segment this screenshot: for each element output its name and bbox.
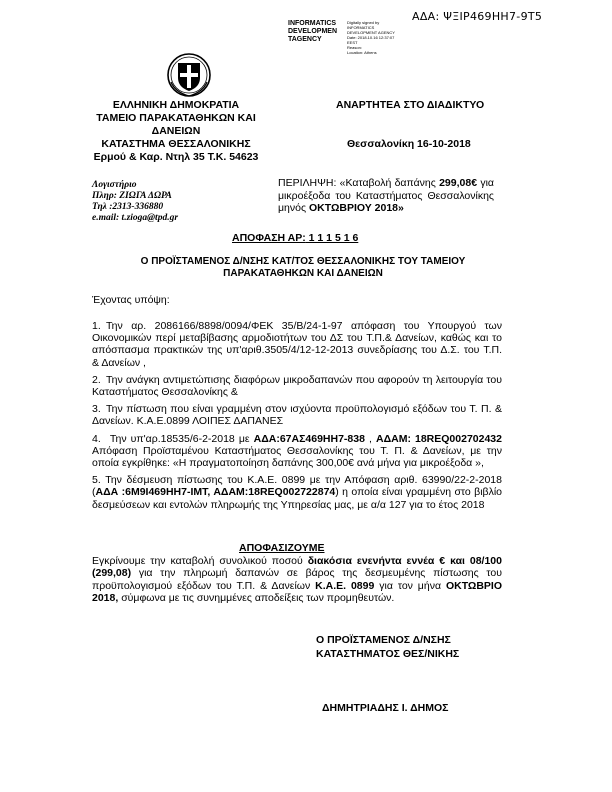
considering-heading: Έχοντας υπόψη: <box>92 294 170 306</box>
stamp-detail: Location: Athens <box>347 50 377 55</box>
stamp-line: DEVELOPMEN <box>288 28 338 35</box>
subject-amount: 299,08€ <box>439 177 478 189</box>
list-item <box>92 374 502 398</box>
header-address: Ερμού & Καρ. Ντηλ 35 Τ.Κ. 54623 <box>93 151 259 163</box>
stamp-line: TAGENCY <box>288 36 322 43</box>
approval-text: για τον μήνα <box>374 579 446 592</box>
approval-paragraph <box>92 555 502 605</box>
item-text: , <box>364 432 376 445</box>
item-text: Την πίστωση που είναι γραμμένη στον ισχύοντα προϋπολογισμό εξόδων του Τ. Π. & Δανείων. Κ.Α.Ε.0899 ΛΟΙΠΕΣ ΔΑΠΑΝΕΣ <box>92 403 502 428</box>
department-name: Λογιστήριο <box>92 180 137 190</box>
director-title-line: Ο ΠΡΟΪΣΤΑΜΕΝΟΣ Δ/ΝΣΗΣ ΚΑΤ/ΤΟΣ ΘΕΣΣΑΛΟΝΙΚΗΣ ΤΟΥ ΤΑΜΕΙΟΥ <box>140 256 466 267</box>
approval-month: ΟΚΤΩΒΡΙΟ 2018, <box>92 579 503 605</box>
header-branch: ΚΑΤΑΣΤΗΜΑ ΘΕΣΣΑΛΟΝΙΚΗΣ <box>101 138 251 150</box>
issuer-header <box>86 99 266 164</box>
header-organization: ΤΑΜΕΙΟ ΠΑΡΑΚΑΤΑΘΗΚΩΝ ΚΑΙ ΔΑΝΕΙΩΝ <box>96 112 256 137</box>
signatory-title-line: Ο ΠΡΟΪΣΤΑΜΕΝΟΣ Δ/ΝΣΗΣ <box>316 634 451 646</box>
department-info <box>92 180 178 224</box>
stamp-line: INFORMATICS <box>288 20 337 27</box>
decision-number <box>232 232 358 244</box>
signatory-title <box>316 634 459 661</box>
subject-summary <box>278 177 494 215</box>
decision-value: 1 1 1 5 1 6 <box>305 232 359 244</box>
item-text: ) η οποία είναι γραμμένη στο βιβλίο δεσμεύσεων και εντολών πληρωμής της Υπηρεσίας μας, με α/α 127 για το έτος 2018 <box>92 486 502 511</box>
greek-coat-of-arms-icon <box>166 52 212 98</box>
decision-label: ΑΠΟΦΑΣΗ ΑΡ: <box>232 232 306 244</box>
approval-text: για την πληρωμή δαπανών σε βάρος της δεσμευμένης πίστωσης του προϋπολογισμού εξόδων του Τ.Π. & Δανείων <box>92 567 502 592</box>
ada-code: ΑΔΑ: ΨΞΙΡ469ΗΗ7-9Τ5 <box>412 10 543 23</box>
digital-signature-stamp <box>288 20 337 44</box>
stamp-detail: Reason: <box>347 45 362 50</box>
signatory-name: ΔΗΜΗΤΡΙΑΔΗΣ Ι. ΔΗΜΟΣ <box>322 702 449 714</box>
city-date: Θεσσαλονίκη 16-10-2018 <box>347 138 471 150</box>
item-ada: ΑΔΑ:67ΑΣ469ΗΗ7-838 <box>253 432 365 445</box>
item-number: 4. <box>92 432 101 445</box>
director-title-line: ΠΑΡΑΚΑΤΑΘΗΚΩΝ ΚΑΙ ΔΑΝΕΙΩΝ <box>223 268 383 279</box>
list-item <box>92 403 502 427</box>
item-text: Την δέσμευση πίστωσης του Κ.Α.Ε. 0899 με την Απόφαση αριθ. 63990/22-2-2018 ( <box>92 474 502 499</box>
item-number: 1. <box>92 320 101 332</box>
director-title <box>104 256 502 280</box>
subject-middle: για μικροέξοδα του Καταστήματος Θεσσαλονίκης μηνός <box>278 177 494 214</box>
digital-signature-details <box>347 20 395 55</box>
list-item <box>92 474 502 511</box>
stamp-detail: EEST <box>347 40 358 45</box>
decide-heading: ΑΠΟΦΑΣΙΖΟΥΜΕ <box>239 542 325 554</box>
approval-text: σύμφωνα με τις συνημμένες αποδείξεις των προμηθευτών. <box>118 592 395 605</box>
header-country: ΕΛΛΗΝΙΚΗ ΔΗΜΟΚΡΑΤΙΑ <box>112 99 240 111</box>
stamp-detail: INFORMATICS <box>347 25 375 30</box>
list-item <box>92 433 502 470</box>
post-online-notice: ΑΝΑΡΤΗΤΕΑ ΣΤΟ ΔΙΑΔΙΚΤΥΟ <box>336 99 485 111</box>
list-item <box>92 320 502 369</box>
subject-prefix: ΠΕΡΙΛΗΨΗ: «Καταβολή δαπάνης <box>278 177 440 189</box>
item-ada-adam: ΑΔΑ :6Μ9Ι469ΗΗ7-ΙΜΤ, ΑΔΑΜ:18REQ002722874 <box>95 486 336 499</box>
contact-phone: Τηλ :2313-336880 <box>92 202 164 212</box>
approval-text: Εγκρίνουμε την καταβολή συνολικού ποσού <box>92 555 308 567</box>
item-text: Την ανάγκη αντιμετώπισης διαφόρων μικροδαπανών που αφορούν τη λειτουργία του Καταστήματος Θεσσαλονίκης & <box>92 373 502 399</box>
signatory-title-line: ΚΑΤΑΣΤΗΜΑΤΟΣ ΘΕΣ/ΝΙΚΗΣ <box>316 647 460 660</box>
considerations-list <box>92 320 502 516</box>
approval-kae: Κ.Α.Ε. 0899 <box>315 579 375 592</box>
item-text: Την υπ'αρ.18535/6-2-2018 με <box>106 432 254 445</box>
approval-amount: διακόσια ενενήντα εννέα € και 08/100 (299,08) <box>92 555 502 580</box>
contact-email: e.mail: t.zioga@tpd.gr <box>92 213 179 223</box>
item-number: 5. <box>92 474 101 487</box>
contact-person: Πληρ: ΖΙΩΓΑ ΔΩΡΑ <box>92 191 172 201</box>
subject-month: ΟΚΤΩΒΡΙΟΥ 2018» <box>308 202 404 214</box>
item-number: 2. <box>92 373 101 386</box>
item-adam: ΑΔΑΜ: 18REQ002702432 <box>375 432 502 445</box>
item-number: 3. <box>92 403 101 416</box>
stamp-detail: Digitally signed by <box>347 20 380 25</box>
item-text: Απόφαση Προϊσταμένου Καταστήματος Θεσσαλονίκης του Τ. Π. & Δανείων, με την οποία εγκρίθηκε: «Η πραγματοποίηση δαπάνης 300,00€ ανά μήνα για μικροέξοδα », <box>92 444 502 470</box>
stamp-detail: DEVELOPMENT AGENCY <box>347 30 395 35</box>
stamp-detail: Date: 2018.10.16 12:37:07 <box>347 35 395 40</box>
item-text: Την αρ. 2086166/8898/0094/ΦΕΚ 35/Β/24-1-97 απόφαση του Υπουργού των Οικονομικών περί μεταβίβασης αρμοδιοτήτων του ΔΣ του Τ.Π.& Δανείων, καθώς και το απόσπασμα πρακτικών της υπ'αριθ.3505/4/12-12-2013 συνεδρίασης του Δ.Σ. του Τ.Π. & Δανείων , <box>92 320 502 369</box>
